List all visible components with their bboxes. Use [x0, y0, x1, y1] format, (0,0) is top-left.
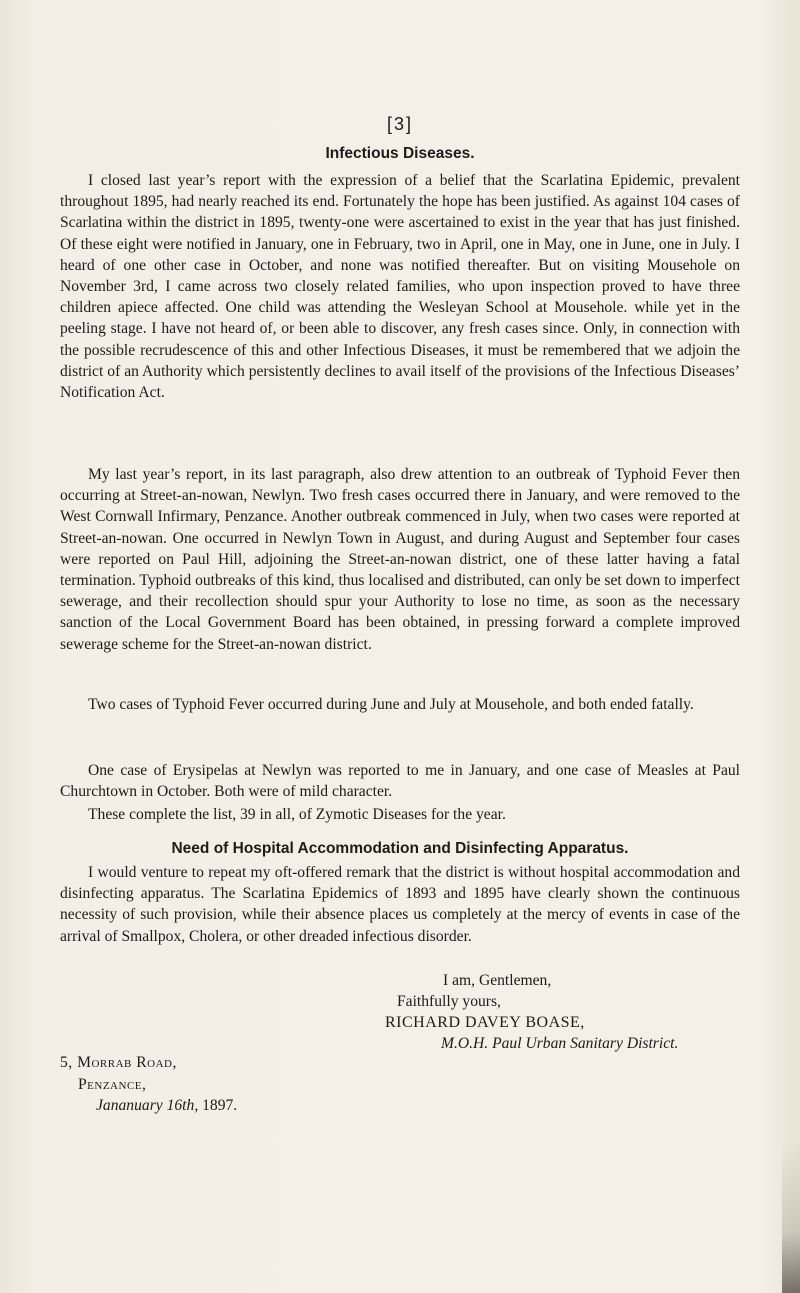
paragraph-typhoid-newlyn: My last year’s report, in its last paragraph, also drew attention to an outbreak of Typhoid Fever then occurring at Street-an-nowan, Newlyn. Two fresh cases occurred there in January, and were removed to the West Cornwall Infirmary, Penzance. Another outbreak commenced in July, when two cases were reported at Street-an-nowan. One occurred in Newlyn Town in August, and during August and September four cases were reported on Paul Hill, adjoining the Street-an-nowan district, one of these latter having a fatal termination. Typhoid outbreaks of this kind, thus localised and distributed, can only be set down to imperfect sewerage, and their recollection should spur your Authority to lose no time, as soon as the necessary sanction of the Local Government Board has been obtained, in pressing forward a complete improved sewerage scheme for the Street-an-nowan district. — [60, 466, 740, 653]
letter-date — [60, 1095, 237, 1117]
section-heading-hospital: Need of Hospital Accommodation and Disinfecting Apparatus. — [171, 840, 629, 857]
salutation: I am, Gentlemen, — [443, 972, 552, 989]
sender-address — [60, 1052, 237, 1117]
paragraph-scarlatina: I closed last year’s report with the expression of a belief that the Scarlatina Epidemic, prevalent throughout 1895, had nearly reached its end. Fortunately the hope has been justified. As against 104 cases of Scarlatina within the district in 1895, twenty-one were ascertained to exist in the year that has just finished. Of these eight were notified in January, one in February, two in April, one in May, one in June, one in July. I heard of one other case in October, and none was notified thereafter. But on visiting Mousehole on November 3rd, I came across two closely related families, who upon inspection proved to have three children apiece affected. One child was attending the Wesleyan School at Mousehole. while yet in the peeling stage. I have not heard of, or been able to discover, any fresh cases since. Only, in connection with the possible recrudescence of this and other Infectious Diseases, it must be remembered that we adjoin the district of an Authority which persistently declines to avail itself of the provisions of the Infectious Diseases’ Notification Act. — [60, 172, 740, 402]
letter-closing — [385, 970, 678, 1054]
paragraph-erysipelas-measles: One case of Erysipelas at Newlyn was reported to me in January, and one case of Measles at Paul Churchtown in October. Both were of mild character. — [60, 762, 740, 801]
paragraph-hospital: I would venture to repeat my oft-offered remark that the district is without hospital accommodation and disinfecting apparatus. The Scarlatina Epidemics of 1893 and 1895 have clearly shown the continuous necessity of such provision, while their absence places us completely at the mercy of events in case of the arrival of Smallpox, Cholera, or other dreaded infectious disorder. — [60, 864, 740, 945]
page-number: [3] — [386, 114, 413, 134]
date-month-day: Jananuary 16th, — [96, 1097, 199, 1114]
date-year: 1897. — [198, 1097, 238, 1114]
page-edge-shadow — [782, 1140, 800, 1293]
paragraph-summary: These complete the list, 39 in all, of Zymotic Diseases for the year. — [88, 806, 506, 823]
address-line-1: 5, Morrab Road, — [60, 1054, 177, 1071]
section-heading-infectious-diseases: Infectious Diseases. — [325, 145, 475, 162]
address-line-2: Penzance, — [78, 1075, 147, 1093]
valediction: Faithfully yours, — [397, 993, 501, 1010]
signatory-title: M.O.H. Paul Urban Sanitary District. — [441, 1035, 679, 1052]
paragraph-typhoid-mousehole: Two cases of Typhoid Fever occurred during June and July at Mousehole, and both ended fatally. — [88, 696, 694, 713]
signatory-name: RICHARD DAVEY BOASE, — [385, 1014, 585, 1031]
